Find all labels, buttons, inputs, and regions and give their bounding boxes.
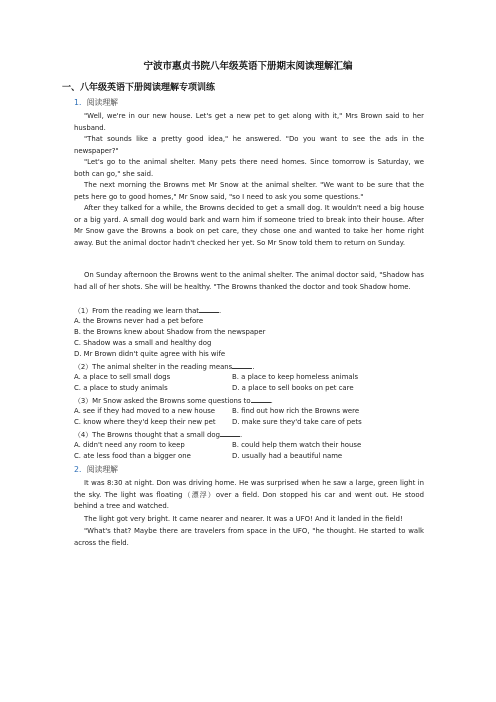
question-2-stem: （2）The animal shelter in the reading means . (74, 363, 255, 371)
question-4-option-c: C. ate less food than a bigger one (74, 452, 191, 460)
question-3-option-a: A. see if they had moved to a new house (74, 407, 216, 415)
passage-1-paragraph-6: On Sunday afternoon the Browns went to the animal shelter. The animal doctor said, "Shadow has had all of her shots. She will be healthy. "The Browns thanked the doctor and took Shadow home. (74, 271, 424, 291)
question-3-option-b: B. find out how rich the Browns were (232, 407, 360, 415)
question-1-option-a: A. the Browns never had a pet before (74, 317, 204, 325)
question-3-option-d: D. make sure they'd take care of pets (232, 418, 362, 426)
question-2-option-d: D. a place to sell books on pet care (232, 384, 354, 392)
passage-1-paragraph-5: After they talked for a while, the Browns decided to get a small dog. It wouldn't need a big house or a big yard. A small dog would bark and warn him if someone tried to break into their house. After Mr Snow gave the Browns a book on pet care, they chose one and wanted to take her home right away. But the animal doctor hadn't checked her yet. So Mr Snow told them to return on Sunday. (74, 204, 424, 247)
question-2-option-b: B. a place to keep homeless animals (232, 373, 359, 381)
answer-blank (232, 361, 252, 369)
question-1-option-d: D. Mr Brown didn't quite agree with his wife (74, 350, 226, 358)
question-3-option-c: C. know where they'd keep their new pet (74, 418, 216, 426)
section-heading: 一、八年级英语下册阅读理解专项训练 (62, 83, 216, 93)
question-2-option-a: A. a place to sell small dogs (74, 373, 171, 381)
question-4-option-d: D. usually had a beautiful name (232, 452, 343, 460)
passage-number: 2． (74, 465, 87, 474)
answer-blank (199, 305, 219, 313)
passage-label: 阅读理解 (86, 465, 118, 474)
passage-2-paragraph-2: The light got very bright. It came nearer and nearer. It was a UFO! And it landed in the field! (84, 515, 403, 523)
answer-blank (251, 395, 271, 403)
question-2-option-c: C. a place to study animals (74, 384, 168, 392)
question-1-stem: （1）From the reading we learn that . (74, 307, 222, 315)
question-1-option-b: B. the Browns knew about Shadow from the newspaper (74, 328, 266, 336)
passage-1-paragraph-1: "Well, we're in our new house. Let's get a new pet to get along with it," Mrs Brown said to her husband. (74, 112, 424, 132)
passage-number: 1． (74, 98, 87, 107)
question-3-stem: （3）Mr Snow asked the Browns some questions to . (74, 397, 273, 405)
question-1-option-c: C. Shadow was a small and healthy dog (74, 339, 212, 347)
passage-2-paragraph-3: "What's that? Maybe there are travelers from space in the UFO, "he thought. He started to walk across the field. (74, 527, 424, 547)
passage-1-paragraph-4: The next morning the Browns met Mr Snow at the animal shelter. "We want to be sure that the pets here go to good homes," Mr Snow said, "so I need to ask you some questions." (74, 181, 424, 201)
question-4-stem: （4）The Browns thought that a small dog . (74, 431, 243, 439)
document-title: 宁波市惠贞书院八年级英语下册期末阅读理解汇编 (143, 61, 353, 72)
passage-1-paragraph-3: "Let's go to the animal shelter. Many pets there need homes. Since tomorrow is Saturday, we both can go," she said. (74, 158, 424, 178)
question-4-option-a: A. didn't need any room to keep (74, 441, 185, 449)
answer-blank (220, 429, 240, 437)
question-4-option-b: B. could help them watch their house (232, 441, 362, 449)
passage-2-header (74, 464, 118, 475)
passage-1-header (74, 97, 118, 108)
passage-1-paragraph-2: "That sounds like a pretty good idea," he answered. "Do you want to see the ads in the newspaper?" (74, 135, 424, 155)
passage-2-paragraph-1: It was 8:30 at night. Don was driving home. He was surprised when he saw a large, green light in the sky. The light was floating（漂浮）over a field. Don stopped his car and went out. He stood behind a tree and watched. (74, 479, 424, 510)
passage-label: 阅读理解 (86, 98, 118, 107)
